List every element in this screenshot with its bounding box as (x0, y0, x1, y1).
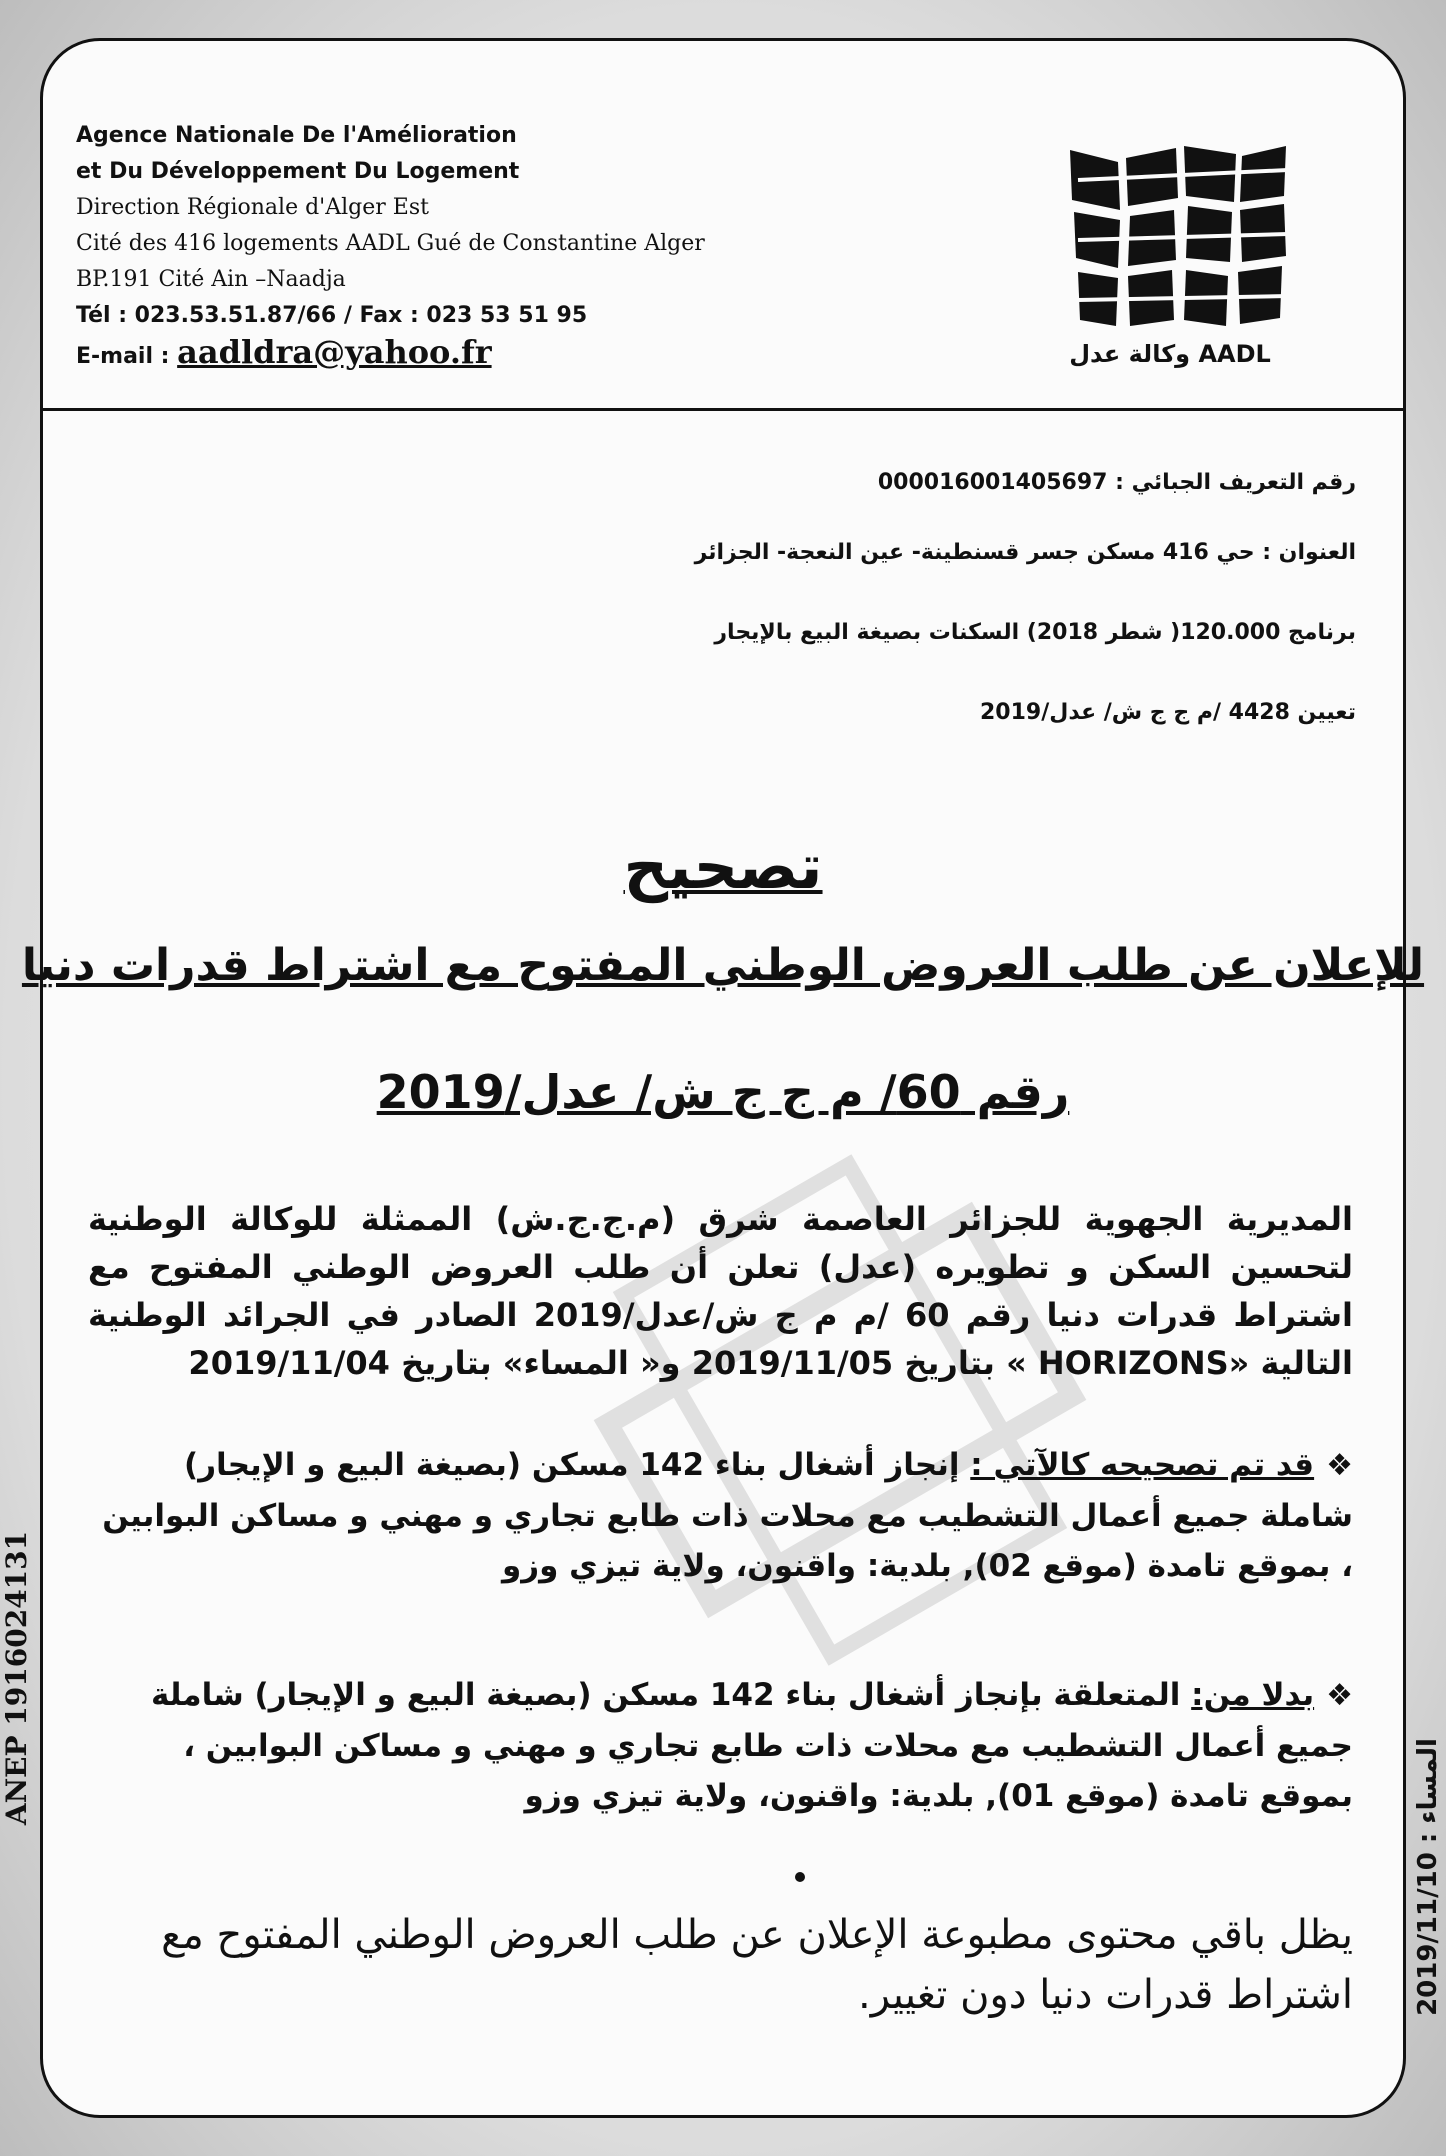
instead-bullet (88, 1670, 1353, 1821)
instead-label: بدلا من: (1191, 1677, 1315, 1713)
page-subtitle: للإعلان عن طلب العروض الوطني المفتوح مع اشتراط قدرات دنيا (21, 940, 1425, 991)
email-label: E-mail : (76, 344, 178, 369)
agency-header (76, 118, 716, 375)
bullet-icon: ❖ (1326, 1448, 1353, 1483)
email-link[interactable]: aadldra@yahoo.fr (177, 333, 492, 371)
anep-reference: ANEP 1916024131 (0, 1530, 33, 1826)
publication-date: المساء : 2019/11/10 (1413, 1738, 1443, 2016)
bullet-icon: ❖ (1326, 1678, 1353, 1713)
address-line: العنوان : حي 416 مسكن جسر قسنطينة- عين النعجة- الجزائر (694, 540, 1356, 565)
agency-email-line (76, 334, 716, 375)
tender-number: رقم 60/ م ج ج ش/ عدل/2019 (376, 1065, 1070, 1119)
assignment-line: تعيين 4428 /م ج ج ش/ عدل/2019 (980, 700, 1356, 725)
separator-dot (795, 1872, 805, 1882)
closing-paragraph: يظل باقي محتوى مطبوعة الإعلان عن طلب العروض الوطني المفتوح مع اشتراط قدرات دنيا دون تغيير. (161, 1912, 1353, 2018)
agency-phone-fax: Tél : 023.53.51.87/66 / Fax : 023 53 51 95 (76, 303, 588, 328)
correction-bullet (88, 1440, 1353, 1591)
correction-label: قد تم تصحيحه كالآتي : (970, 1447, 1315, 1483)
intro-paragraph: المديرية الجهوية للجزائر العاصمة شرق (م.ج.ج.ش) الممثلة للوكالة الوطنية لتحسين السكن و تطويره (عدل) تعلن أن طلب العروض الوطني المفتوح مع اشتراط قدرات دنيا رقم 60 /م م ج ش/عدل/2019 الصادر في الجرائد الوطنية التالية «HORIZONS » بتاريخ 2019/11/05 و« المساء» بتاريخ 2019/11/04 (88, 1200, 1354, 1382)
page-title: تصحيح (623, 830, 823, 903)
agency-bp: BP.191 Cité Ain –Naadja (76, 267, 346, 292)
agency-name-line2: et Du Développement Du Logement (76, 159, 520, 184)
agency-direction: Direction Régionale d'Alger Est (76, 195, 429, 220)
tax-id: رقم التعريف الجبائي : 000016001405697 (877, 470, 1356, 495)
header-divider (40, 408, 1406, 411)
agency-address: Cité des 416 logements AADL Gué de Constantine Alger (76, 231, 705, 256)
agency-name-line1: Agence Nationale De l'Amélioration (76, 123, 517, 148)
program-line: برنامج 120.000( شطر 2018) السكنات بصيغة البيع بالإيجار (714, 620, 1356, 645)
logo-caption: AADL وكالة عدل (1069, 340, 1271, 368)
correction-text: إنجاز أشغال بناء 142 مسكن (بصيغة البيع و الإيجار) شاملة جميع أعمال التشطيب مع محلات ذات طابع تجاري و مهني و مساكن البوابين ، بموقع تامدة (موقع 02), بلدية: واقنون، ولاية تيزي وزو (102, 1447, 1353, 1584)
instead-text: المتعلقة بإنجاز أشغال بناء 142 مسكن (بصيغة البيع و الإيجار) شاملة جميع أعمال التشطيب مع محلات ذات طابع تجاري و مهني و مساكن البوابين ، بموقع تامدة (موقع 01), بلدية: واقنون، ولاية تيزي وزو (150, 1677, 1353, 1814)
